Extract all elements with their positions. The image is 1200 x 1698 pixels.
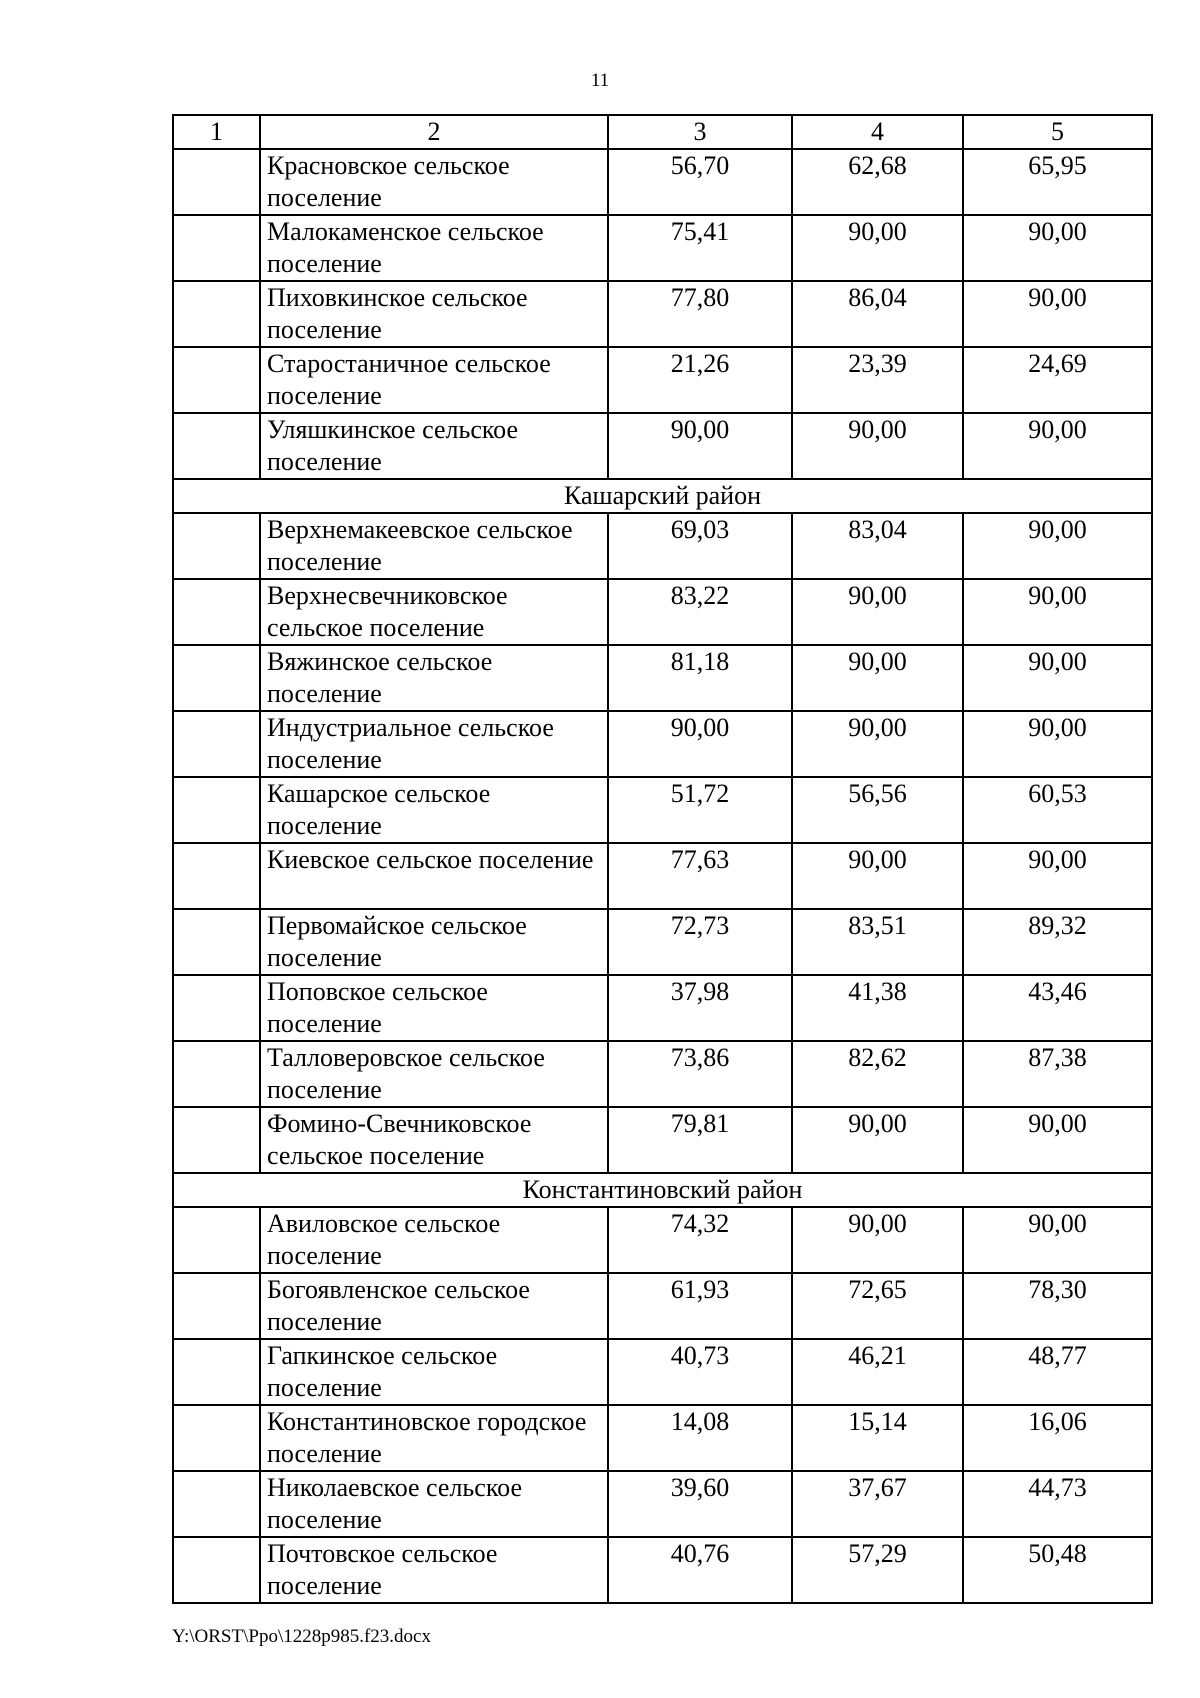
column-header-3: 3 [608, 115, 792, 149]
cell-index [173, 413, 260, 479]
table-row [173, 413, 1152, 479]
cell-value-5: 44,73 [963, 1471, 1152, 1537]
cell-value-4: 72,65 [792, 1273, 963, 1339]
cell-value-5: 90,00 [963, 711, 1152, 777]
cell-value-3: 73,86 [608, 1041, 792, 1107]
page-number: 11 [590, 70, 610, 91]
table-row [173, 1471, 1152, 1537]
cell-settlement-name: Малокаменское сельское поселение [260, 215, 608, 281]
cell-index [173, 1405, 260, 1471]
table-row [173, 1107, 1152, 1173]
cell-value-3: 79,81 [608, 1107, 792, 1173]
table-row [173, 215, 1152, 281]
table-row [173, 579, 1152, 645]
cell-value-4: 90,00 [792, 645, 963, 711]
cell-value-3: 81,18 [608, 645, 792, 711]
table-group-row [173, 1173, 1152, 1207]
cell-value-4: 90,00 [792, 215, 963, 281]
cell-settlement-name: Пиховкинское сельское поселение [260, 281, 608, 347]
cell-value-4: 82,62 [792, 1041, 963, 1107]
table-row [173, 1207, 1152, 1273]
cell-value-3: 56,70 [608, 149, 792, 215]
cell-value-4: 86,04 [792, 281, 963, 347]
cell-value-3: 90,00 [608, 413, 792, 479]
cell-settlement-name: Авиловское сельское поселение [260, 1207, 608, 1273]
table-row [173, 149, 1152, 215]
cell-value-5: 43,46 [963, 975, 1152, 1041]
cell-index [173, 1273, 260, 1339]
cell-value-5: 24,69 [963, 347, 1152, 413]
cell-settlement-name: Первомайское сельское поселение [260, 909, 608, 975]
cell-value-4: 15,14 [792, 1405, 963, 1471]
cell-value-3: 74,32 [608, 1207, 792, 1273]
cell-value-3: 77,63 [608, 843, 792, 909]
table-row [173, 843, 1152, 909]
cell-value-5: 90,00 [963, 215, 1152, 281]
district-heading: Кашарский район [173, 479, 1152, 513]
cell-value-3: 37,98 [608, 975, 792, 1041]
cell-index [173, 1207, 260, 1273]
cell-settlement-name: Николаевское сельское поселение [260, 1471, 608, 1537]
cell-value-3: 21,26 [608, 347, 792, 413]
cell-value-5: 78,30 [963, 1273, 1152, 1339]
cell-settlement-name: Почтовское сельское поселение [260, 1537, 608, 1603]
table-row [173, 975, 1152, 1041]
cell-settlement-name: Гапкинское сельское поселение [260, 1339, 608, 1405]
cell-value-5: 65,95 [963, 149, 1152, 215]
table-row [173, 645, 1152, 711]
cell-value-4: 83,51 [792, 909, 963, 975]
cell-settlement-name: Уляшкинское сельское поселение [260, 413, 608, 479]
table-row [173, 1041, 1152, 1107]
cell-index [173, 1537, 260, 1603]
table-row [173, 909, 1152, 975]
cell-value-5: 89,32 [963, 909, 1152, 975]
cell-value-3: 90,00 [608, 711, 792, 777]
cell-settlement-name: Талловеровское сельское поселение [260, 1041, 608, 1107]
cell-settlement-name: Поповское сельское поселение [260, 975, 608, 1041]
cell-index [173, 645, 260, 711]
table-row [173, 711, 1152, 777]
column-header-1: 1 [173, 115, 260, 149]
cell-value-3: 14,08 [608, 1405, 792, 1471]
cell-index [173, 1339, 260, 1405]
cell-value-3: 61,93 [608, 1273, 792, 1339]
cell-value-5: 90,00 [963, 281, 1152, 347]
cell-value-5: 16,06 [963, 1405, 1152, 1471]
cell-value-4: 57,29 [792, 1537, 963, 1603]
cell-value-4: 37,67 [792, 1471, 963, 1537]
cell-value-4: 62,68 [792, 149, 963, 215]
cell-value-4: 90,00 [792, 843, 963, 909]
cell-index [173, 843, 260, 909]
cell-value-3: 51,72 [608, 777, 792, 843]
cell-index [173, 975, 260, 1041]
cell-value-5: 90,00 [963, 513, 1152, 579]
cell-value-5: 90,00 [963, 645, 1152, 711]
column-header-2: 2 [260, 115, 608, 149]
cell-value-4: 56,56 [792, 777, 963, 843]
cell-value-5: 48,77 [963, 1339, 1152, 1405]
cell-settlement-name: Фомино-Свечниковское сельское поселение [260, 1107, 608, 1173]
cell-index [173, 579, 260, 645]
footer-file-path: Y:\ORST\Ppo\1228p985.f23.docx [172, 1626, 431, 1647]
cell-settlement-name: Старостаничное сельское поселение [260, 347, 608, 413]
cell-value-4: 23,39 [792, 347, 963, 413]
cell-index [173, 215, 260, 281]
cell-settlement-name: Красновское сельское поселение [260, 149, 608, 215]
table-row [173, 1273, 1152, 1339]
cell-value-5: 90,00 [963, 843, 1152, 909]
cell-index [173, 909, 260, 975]
table-row [173, 281, 1152, 347]
column-header-4: 4 [792, 115, 963, 149]
cell-index [173, 347, 260, 413]
cell-value-4: 83,04 [792, 513, 963, 579]
cell-settlement-name: Верхнесвечниковское сельское поселение [260, 579, 608, 645]
cell-index [173, 1471, 260, 1537]
cell-value-5: 90,00 [963, 579, 1152, 645]
cell-value-5: 50,48 [963, 1537, 1152, 1603]
table-row [173, 513, 1152, 579]
cell-value-4: 90,00 [792, 711, 963, 777]
cell-value-5: 87,38 [963, 1041, 1152, 1107]
cell-settlement-name: Константиновское городское поселение [260, 1405, 608, 1471]
table-row [173, 1339, 1152, 1405]
table-row [173, 1405, 1152, 1471]
cell-value-3: 72,73 [608, 909, 792, 975]
cell-settlement-name: Индустриальное сельское поселение [260, 711, 608, 777]
cell-value-4: 41,38 [792, 975, 963, 1041]
table-header-row [173, 115, 1152, 149]
data-table [172, 114, 1153, 1604]
cell-index [173, 513, 260, 579]
cell-value-4: 46,21 [792, 1339, 963, 1405]
cell-value-5: 90,00 [963, 1207, 1152, 1273]
cell-index [173, 281, 260, 347]
cell-settlement-name: Кашарское сельское поселение [260, 777, 608, 843]
cell-value-3: 40,76 [608, 1537, 792, 1603]
cell-value-5: 90,00 [963, 1107, 1152, 1173]
cell-index [173, 1107, 260, 1173]
cell-index [173, 777, 260, 843]
column-header-5: 5 [963, 115, 1152, 149]
cell-value-3: 69,03 [608, 513, 792, 579]
cell-value-5: 60,53 [963, 777, 1152, 843]
cell-value-3: 40,73 [608, 1339, 792, 1405]
cell-index [173, 1041, 260, 1107]
cell-value-4: 90,00 [792, 1207, 963, 1273]
cell-value-4: 90,00 [792, 413, 963, 479]
cell-settlement-name: Вяжинское сельское поселение [260, 645, 608, 711]
cell-value-4: 90,00 [792, 579, 963, 645]
cell-value-4: 90,00 [792, 1107, 963, 1173]
table-row [173, 777, 1152, 843]
cell-value-3: 83,22 [608, 579, 792, 645]
cell-settlement-name: Верхнемакеевское сельское поселение [260, 513, 608, 579]
cell-index [173, 149, 260, 215]
cell-settlement-name: Богоявленское сельское поселение [260, 1273, 608, 1339]
district-heading: Константиновский район [173, 1173, 1152, 1207]
table-row [173, 1537, 1152, 1603]
cell-value-3: 75,41 [608, 215, 792, 281]
cell-index [173, 711, 260, 777]
table-group-row [173, 479, 1152, 513]
cell-value-3: 77,80 [608, 281, 792, 347]
cell-settlement-name: Киевское сельское поселение [260, 843, 608, 909]
table-row [173, 347, 1152, 413]
cell-value-3: 39,60 [608, 1471, 792, 1537]
cell-value-5: 90,00 [963, 413, 1152, 479]
